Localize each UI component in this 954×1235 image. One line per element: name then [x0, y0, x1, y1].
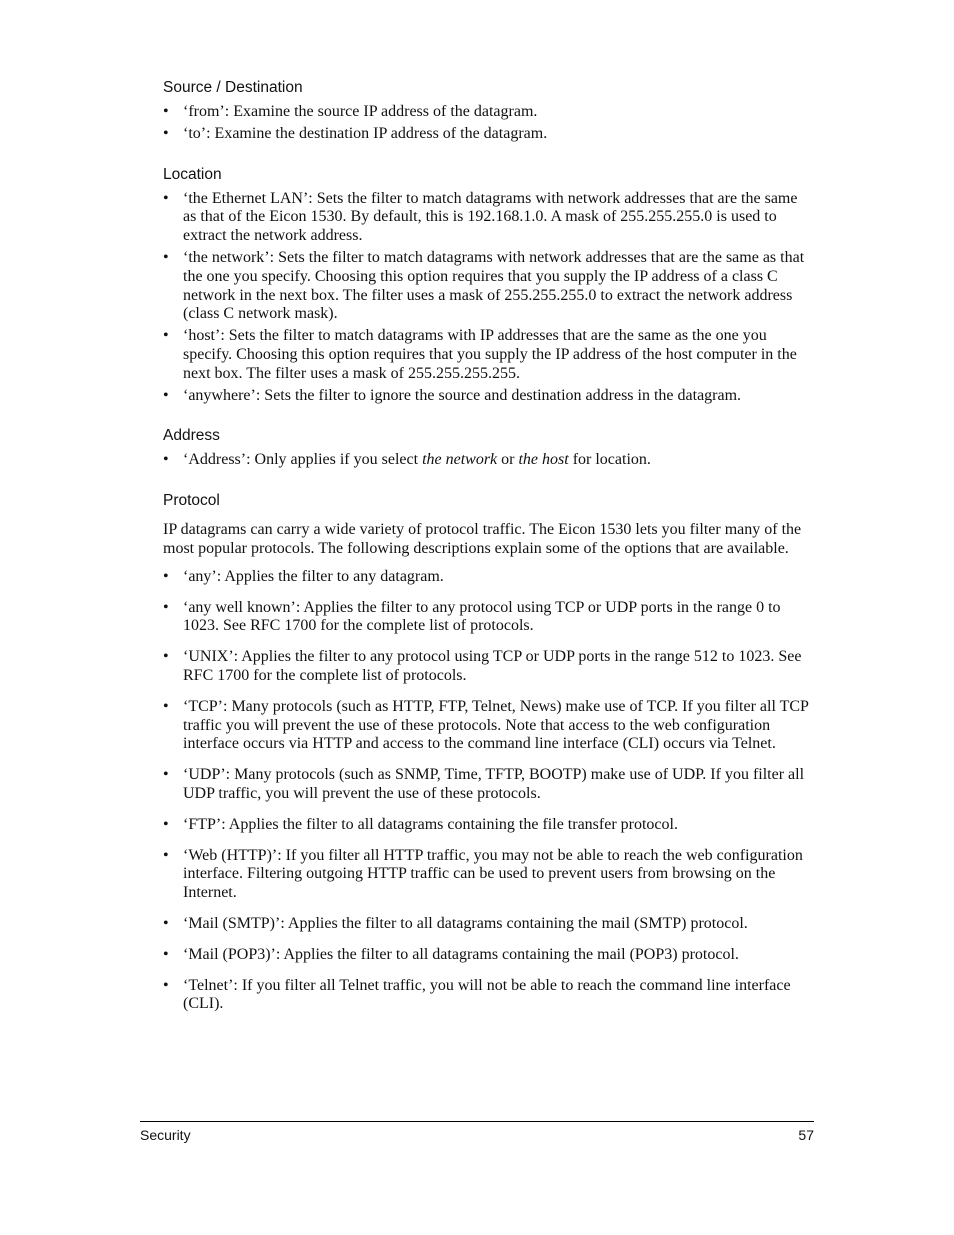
list-item: • ‘UDP’: Many protocols (such as SNMP, Time, TFTP, BOOTP) make use of UDP. If you filter all UDP traffic, you will prevent the use of these protocols.	[163, 766, 813, 804]
source-destination-list	[163, 103, 813, 144]
list-item	[163, 451, 813, 470]
footer-section-name: Security	[140, 1127, 191, 1143]
list-item: • ‘from’: Examine the source IP address of the datagram.	[163, 103, 813, 122]
heading-protocol: Protocol	[163, 492, 220, 510]
footer-page-number: 57	[798, 1127, 814, 1143]
page-content	[163, 78, 813, 1035]
list-item: • ‘any well known’: Applies the filter to any protocol using TCP or UDP ports in the range 0 to 1023. See RFC 1700 for the complete list of protocols.	[163, 599, 813, 637]
location-list	[163, 190, 813, 406]
footer-divider	[140, 1121, 814, 1122]
list-item: • ‘to’: Examine the destination IP address of the datagram.	[163, 125, 813, 144]
list-item: • ‘UNIX’: Applies the filter to any protocol using TCP or UDP ports in the range 512 to 1023. See RFC 1700 for the complete list of protocols.	[163, 648, 813, 686]
section-location	[163, 165, 813, 406]
list-item: • ‘TCP’: Many protocols (such as HTTP, FTP, Telnet, News) make use of TCP. If you filter all TCP traffic you will prevent the use of these protocols. Note that access to the web configuration interface occurs via HTTP and access to the command line interface (CLI) occurs via Telnet.	[163, 698, 813, 754]
section-address	[163, 426, 813, 470]
list-item: • ‘Telnet’: If you filter all Telnet traffic, you will not be able to reach the command line interface (CLI).	[163, 977, 813, 1015]
list-item: • ‘anywhere’: Sets the filter to ignore the source and destination address in the datagram.	[163, 387, 813, 406]
list-item: • ‘Mail (SMTP)’: Applies the filter to all datagrams containing the mail (SMTP) protocol.	[163, 915, 813, 934]
list-item: • ‘the network’: Sets the filter to match datagrams with network addresses that are the same as that the one you specify. Choosing this option requires that you supply the IP address of a class C network in the next box. The filter uses a mask of 255.255.255.0 to extract the network address (class C network mask).	[163, 249, 813, 324]
address-emphasis-host: the host	[518, 451, 569, 469]
address-list	[163, 451, 813, 470]
address-emphasis-network: the network	[422, 451, 498, 469]
address-text-mid: or	[497, 451, 519, 469]
heading-location: Location	[163, 165, 222, 183]
section-source-destination	[163, 78, 813, 144]
list-item: • ‘Mail (POP3)’: Applies the filter to all datagrams containing the mail (POP3) protocol.	[163, 946, 813, 965]
address-text-prefix: ‘Address’: Only applies if you select	[183, 451, 423, 469]
heading-address: Address	[163, 427, 220, 445]
list-item: • ‘host’: Sets the filter to match datagrams with IP addresses that are the same as the one you specify. Choosing this option requires that you supply the IP address of the host computer in the next box. The filter uses a mask of 255.255.255.255.	[163, 327, 813, 383]
list-item: • ‘the Ethernet LAN’: Sets the filter to match datagrams with network addresses that are the same as that of the Eicon 1530. By default, this is 192.168.1.0. A mask of 255.255.255.0 is used to extract the network address.	[163, 190, 813, 246]
protocol-list	[163, 568, 813, 1014]
section-protocol	[163, 491, 813, 1014]
list-item: • ‘FTP’: Applies the filter to all datagrams containing the file transfer protocol.	[163, 816, 813, 835]
list-item: • ‘any’: Applies the filter to any datagram.	[163, 568, 813, 587]
protocol-intro: IP datagrams can carry a wide variety of protocol traffic. The Eicon 1530 lets you filter many of the most popular protocols. The following descriptions explain some of the options that are available.	[163, 521, 802, 557]
address-text-suffix: for location.	[568, 451, 651, 469]
heading-source-destination: Source / Destination	[163, 79, 303, 96]
list-item: • ‘Web (HTTP)’: If you filter all HTTP traffic, you may not be able to reach the web configuration interface. Filtering outgoing HTTP traffic can be used to prevent users from browsing on the Internet.	[163, 847, 813, 903]
